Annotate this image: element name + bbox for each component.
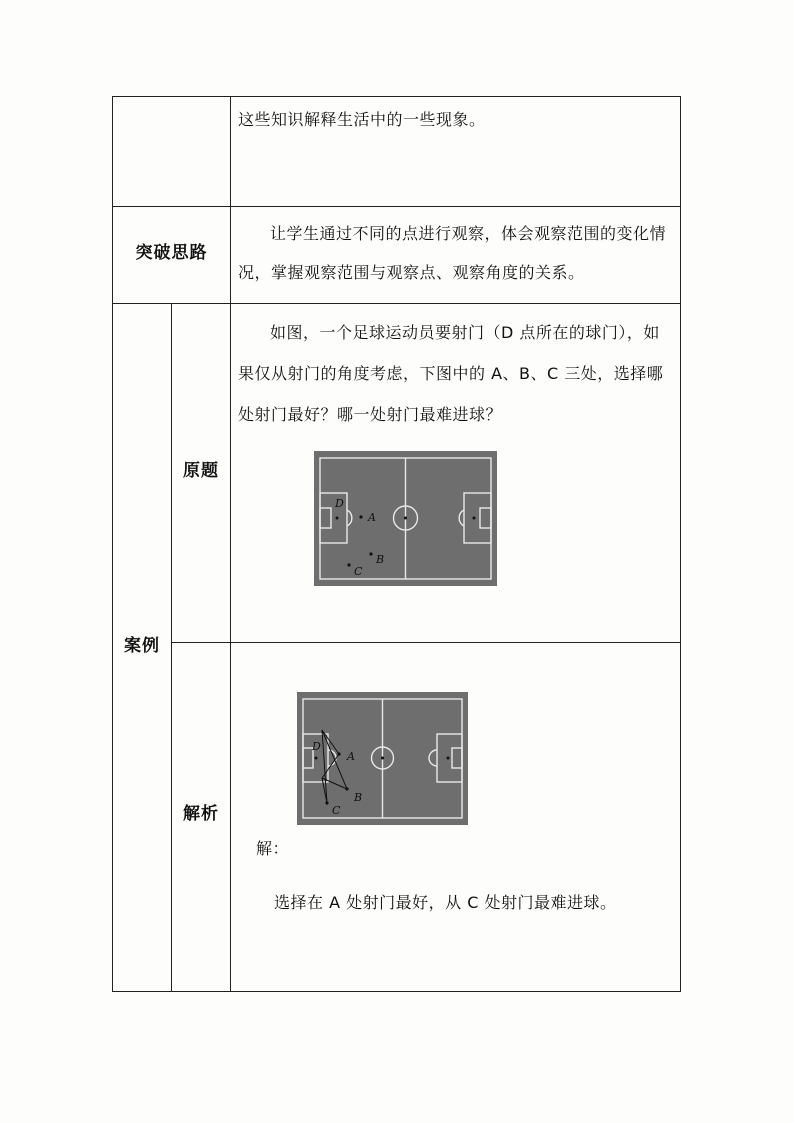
table-border-right	[680, 96, 681, 992]
case-label: 案例	[124, 636, 160, 656]
row-divider-1	[112, 206, 681, 207]
point-c-label: C	[354, 565, 363, 578]
analysis-field-figure	[297, 692, 468, 825]
row1-text: 这些知识解释生活中的一些现象。	[238, 110, 486, 129]
analysis-point-c-label: C	[332, 804, 341, 817]
analysis-field-svg	[297, 692, 468, 825]
analysis-point-a-label: A	[347, 750, 355, 763]
table-border-bottom	[112, 991, 681, 992]
column-divider	[230, 96, 231, 992]
row2-label: 突破思路	[135, 243, 208, 263]
table-border-top	[112, 96, 681, 97]
soccer-field-figure	[314, 451, 497, 586]
point-d-label: D	[335, 497, 344, 510]
row-divider-2	[112, 303, 681, 304]
analysis-label: 解析	[183, 804, 219, 824]
row2-text: 让学生通过不同的点进行观察，体会观察范围的变化情况，掌握观察范围与观察点、观察角度的关系。	[238, 224, 667, 282]
soccer-field-svg	[314, 451, 497, 586]
inner-column-divider	[171, 303, 172, 992]
point-b-label: B	[376, 553, 385, 566]
solution-prefix: 解：	[256, 839, 290, 858]
analysis-point-d-label: D	[312, 740, 321, 753]
question-label: 原题	[183, 461, 219, 481]
table-border-left	[112, 96, 113, 992]
question-text: 如图，一个足球运动员要射门（D 点所在的球门），如果仅从射门的角度考虑，下图中的 A、B、C 三处，选择哪处射门最好？哪一处射门最难进球？	[238, 323, 664, 424]
solution-answer: 选择在 A 处射门最好，从 C 处射门最难进球。	[274, 893, 617, 912]
point-a-label: A	[368, 511, 376, 524]
analysis-point-b-label: B	[354, 791, 363, 804]
inner-row-divider	[171, 642, 681, 643]
